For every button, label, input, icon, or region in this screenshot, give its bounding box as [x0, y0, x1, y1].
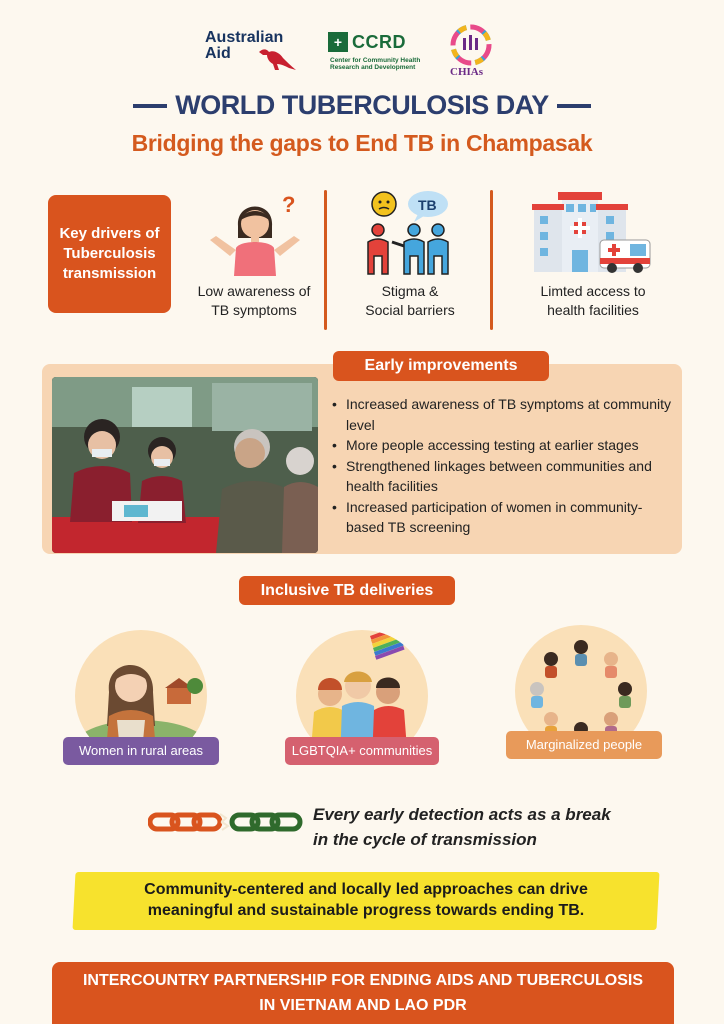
page-title	[133, 90, 591, 121]
inclusive-deliveries-label: Inclusive TB deliveries	[239, 576, 455, 605]
driver-low-awareness	[184, 282, 324, 320]
australian-aid-logo-text: Australian Aid	[205, 29, 284, 62]
tag-lgbtqia: LGBTQIA+ communities	[285, 737, 439, 765]
driver-low-awareness-line2: TB symptoms	[211, 302, 297, 318]
page-title-text: WORLD TUBERCULOSIS DAY	[175, 90, 549, 120]
partnership-footer-line2: IN VIETNAM AND LAO PDR	[259, 997, 467, 1014]
key-drivers-label: Key drivers of Tuberculosis transmission	[48, 195, 171, 313]
ccrd-logo	[328, 30, 448, 76]
page-subtitle: Bridging the gaps to End TB in Champasak	[131, 130, 593, 156]
ccrd-cross-icon: +	[328, 32, 348, 52]
list-item: • Increased participation of women in community-based TB screening	[332, 497, 677, 538]
driver-stigma-line2: Social barriers	[365, 302, 455, 318]
hospital-ambulance-icon	[530, 188, 654, 276]
early-improvements-list	[332, 394, 677, 538]
ccrd-logo-subtitle: Center for Community Health Research and Development	[330, 57, 421, 71]
partner-logos	[0, 24, 724, 88]
highlight-band-line2: meaningful and sustainable progress towards ending TB.	[147, 902, 585, 919]
partnership-footer	[52, 962, 674, 1024]
list-item: • Strengthened linkages between communities and health facilities	[332, 456, 677, 497]
driver-stigma-line1: Stigma &	[381, 283, 439, 299]
chias-logo-text: CHIAs	[450, 66, 484, 78]
title-dash-right	[557, 104, 591, 108]
australian-aid-logo	[205, 30, 305, 76]
driver-divider-2	[490, 190, 493, 330]
title-dash-left	[133, 104, 167, 108]
detection-quote	[313, 802, 673, 852]
stigma-people-icon	[362, 190, 458, 278]
list-item: • Increased awareness of TB symptoms at community level	[332, 394, 677, 435]
driver-limited-access	[518, 282, 668, 320]
svg-text:?: ?	[282, 192, 296, 217]
chias-ring-icon	[448, 24, 494, 66]
driver-limited-access-line1: Limted access to	[540, 283, 646, 299]
stigma-tb-badge: TB	[418, 197, 437, 213]
driver-stigma	[340, 282, 480, 320]
driver-limited-access-line2: health facilities	[547, 302, 639, 318]
tag-women-rural: Women in rural areas	[63, 737, 219, 765]
list-item: • More people accessing testing at earlier stages	[332, 435, 677, 456]
ccrd-logo-text: CCRD	[352, 32, 406, 52]
title-row	[0, 90, 724, 121]
screening-scene-illustration	[52, 377, 318, 553]
driver-low-awareness-line1: Low awareness of	[197, 283, 311, 299]
early-improvements-label: Early improvements	[333, 351, 549, 381]
broken-chain-icon	[148, 808, 304, 836]
community-screening-photo	[52, 377, 318, 553]
highlight-band-text	[74, 879, 658, 921]
highlight-band-line1: Community-centered and locally led approaches can drive	[144, 881, 588, 898]
partnership-footer-line1: INTERCOUNTRY PARTNERSHIP FOR ENDING AIDS AND TUBERCULOSIS	[82, 972, 644, 989]
driver-divider-1	[324, 190, 327, 330]
detection-quote-line1: Every early detection acts as a break	[313, 805, 611, 824]
confused-woman-icon	[206, 190, 306, 278]
tag-marginalized: Marginalized people	[506, 731, 662, 759]
chias-logo	[448, 24, 496, 84]
kangaroo-icon	[255, 46, 297, 72]
detection-quote-line2: in the cycle of transmission	[313, 830, 537, 849]
